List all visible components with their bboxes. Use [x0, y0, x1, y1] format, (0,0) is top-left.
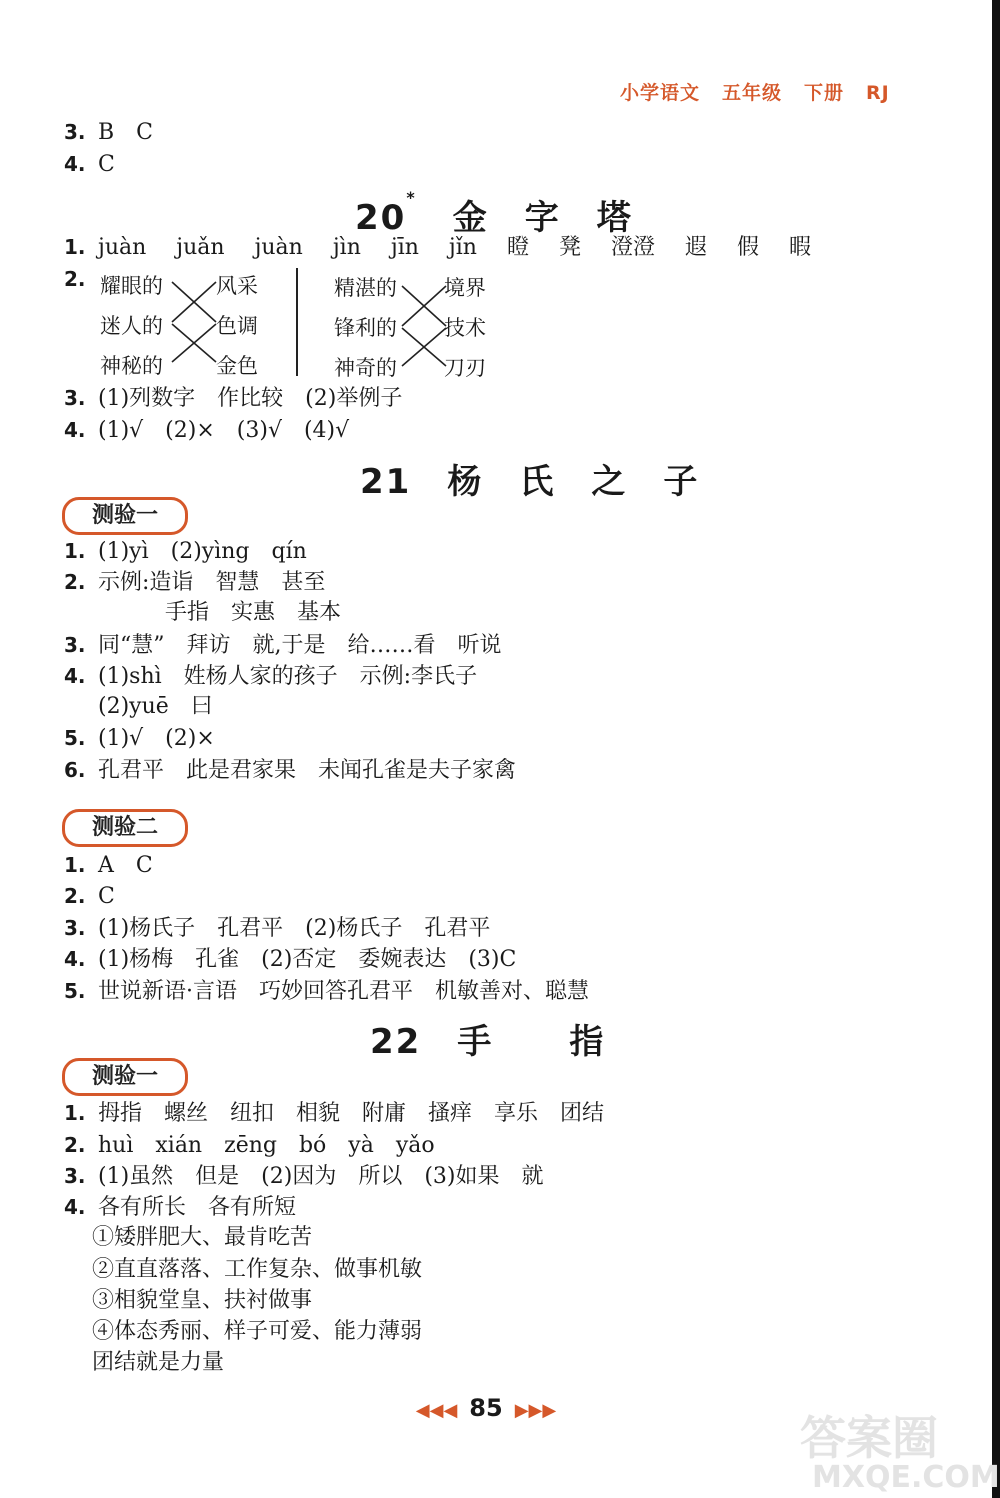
match-left-target: 色调 — [216, 314, 258, 338]
match-left-target: 风采 — [216, 274, 258, 298]
watermark-logo: 答案圈 — [800, 1411, 938, 1465]
answer-line: (2)yuē 曰 — [98, 694, 213, 719]
answer-line: 3. (1)虽然 但是 (2)因为 所以 (3)如果 就 — [64, 1164, 544, 1189]
column-divider — [296, 268, 298, 376]
answer-line: 5. (1)√ (2)× — [64, 726, 215, 751]
volume-label: 下册 — [804, 82, 845, 104]
match-right-target: 刀刃 — [444, 356, 486, 380]
match-right-word: 锋利的 — [334, 316, 397, 340]
match-left-word: 迷人的 — [100, 314, 163, 338]
answer-line: 4. 各有所长 各有所短 — [64, 1195, 297, 1220]
answer-line: 1. juàn juǎn juàn jìn jīn jǐn 瞪 凳 澄澄 遐 假 暇 — [64, 235, 812, 260]
answer-line: 1. A C — [64, 853, 153, 878]
right-arrows-icon: ▶▶▶ — [514, 1400, 557, 1421]
test-badge: 测验二 — [62, 809, 188, 847]
match-left-target: 金色 — [216, 354, 258, 378]
answer-line: 6. 孔君平 此是君家果 未闻孔雀是夫子家禽 — [64, 758, 517, 783]
answer-line: 2. — [64, 267, 86, 291]
answer-line: 4. (1)shì 姓杨人家的孩子 示例:李氏子 — [64, 664, 478, 689]
test-badge: 测验一 — [62, 1058, 188, 1096]
match-right-target: 境界 — [444, 276, 486, 300]
watermark-url: MXQE.COM — [812, 1460, 1000, 1495]
page-number: 85 — [469, 1394, 503, 1422]
lesson-title-21: 21 杨 氏 之 子 — [360, 462, 700, 502]
subject-label: 小学语文 — [620, 82, 701, 104]
left-arrows-icon: ◀◀◀ — [415, 1400, 458, 1421]
answer-line: 4. (1)杨梅 孔雀 (2)否定 委婉表达 (3)C — [64, 947, 517, 972]
grade-label: 五年级 — [722, 82, 783, 104]
answer-line: 3. B C — [64, 120, 154, 145]
answer-line: ②直直落落、工作复杂、做事机敏 — [92, 1257, 423, 1282]
match-right-target: 技术 — [444, 316, 486, 340]
answer-line: 4. (1)√ (2)× (3)√ (4)√ — [64, 418, 350, 443]
answer-line: 4. C — [64, 152, 115, 177]
page-number-footer — [396, 1394, 576, 1422]
edition-label: RJ — [866, 82, 890, 104]
answer-line: 5. 世说新语·言语 巧妙回答孔君平 机敏善对、聪慧 — [64, 979, 589, 1004]
matching-lines-left — [170, 268, 220, 378]
answer-line: 2. 示例:造诣 智慧 甚至 — [64, 570, 326, 595]
answer-line: 3. (1)杨氏子 孔君平 (2)杨氏子 孔君平 — [64, 916, 491, 941]
answer-line: ④体态秀丽、样子可爱、能力薄弱 — [92, 1319, 423, 1344]
answer-line: 3. (1)列数字 作比较 (2)举例子 — [64, 386, 403, 411]
answer-line: 2. C — [64, 884, 115, 909]
answer-line: 团结就是力量 — [92, 1350, 225, 1375]
answer-line: 手指 实惠 基本 — [165, 600, 342, 625]
lesson-title-20: 20*金 字 塔 — [355, 188, 633, 238]
answer-line: 1. (1)yì (2)yìng qín — [64, 539, 307, 564]
running-head — [620, 78, 890, 105]
answer-line: 3. 同“慧” 拜访 就,于是 给……看 听说 — [64, 633, 502, 658]
test-badge: 测验一 — [62, 497, 188, 535]
match-right-word: 精湛的 — [334, 276, 397, 300]
lesson-title-22: 22 手 指 — [370, 1022, 606, 1062]
answer-line: ①矮胖肥大、最肯吃苦 — [92, 1225, 313, 1250]
match-right-word: 神奇的 — [334, 356, 397, 380]
answer-line: 2. huì xián zēng bó yà yǎo — [64, 1133, 435, 1158]
page-edge — [992, 0, 1000, 1498]
match-left-word: 耀眼的 — [100, 274, 163, 298]
answer-line: ③相貌堂皇、扶衬做事 — [92, 1288, 313, 1313]
answer-line: 1. 拇指 螺丝 纽扣 相貌 附庸 搔痒 享乐 团结 — [64, 1101, 605, 1126]
match-left-word: 神秘的 — [100, 354, 163, 378]
matching-lines-right — [400, 270, 450, 380]
